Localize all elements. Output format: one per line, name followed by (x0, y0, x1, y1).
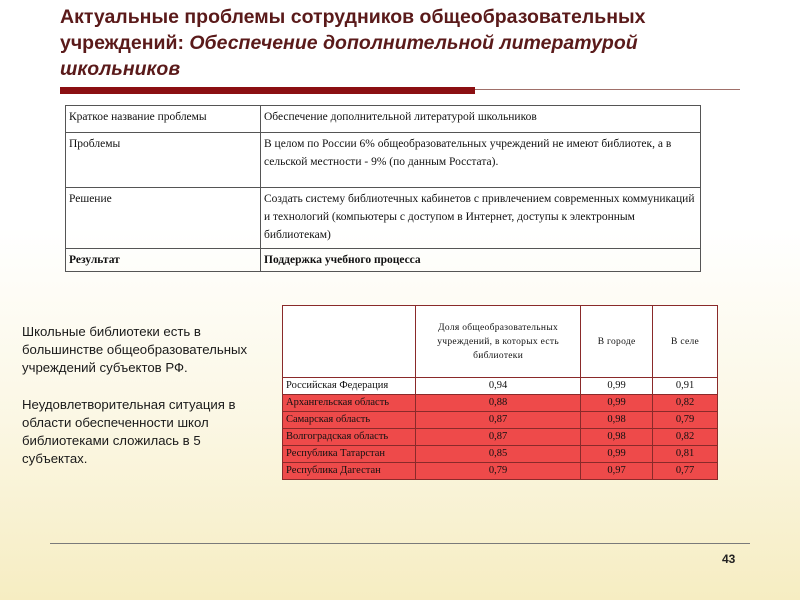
title-accent-rule (60, 87, 475, 94)
share-value: 0,87 (416, 429, 581, 446)
village-value: 0,82 (653, 395, 718, 412)
title-line-2-prefix: учреждений: (60, 32, 190, 54)
problem-value: Создать систему библиотечных кабинетов с привлечением современных коммуникаций и технологий (компьютеры с доступом в Интернет, доступы к электронным библиотекам) (261, 188, 701, 249)
summary-paragraph-2: Неудовлетворительная ситуация в области обеспеченности школ библиотеками сложилась в 5 субъектах. (22, 396, 236, 467)
problem-table (65, 105, 701, 272)
problem-row-solution (66, 188, 701, 249)
table-row (283, 395, 718, 412)
title-thin-rule (475, 89, 740, 90)
table-row (283, 378, 718, 395)
region-name: Республика Дагестан (283, 463, 416, 480)
region-name: Российская Федерация (283, 378, 416, 395)
village-value: 0,91 (653, 378, 718, 395)
table-row (283, 412, 718, 429)
village-value: 0,77 (653, 463, 718, 480)
title-line-3: школьников (60, 58, 181, 80)
stats-header-city: В городе (581, 306, 653, 378)
region-name: Архангельская область (283, 395, 416, 412)
share-value: 0,79 (416, 463, 581, 480)
summary-text (22, 323, 252, 486)
city-value: 0,99 (581, 378, 653, 395)
region-name: Самарская область (283, 412, 416, 429)
footer-rule (50, 543, 750, 544)
share-value: 0,87 (416, 412, 581, 429)
stats-header-row (283, 306, 718, 378)
table-row (283, 429, 718, 446)
region-name: Республика Татарстан (283, 446, 416, 463)
title-line-2-italic: Обеспечение дополнительной литературой (189, 32, 638, 54)
problem-value: Поддержка учебного процесса (261, 249, 701, 272)
city-value: 0,99 (581, 395, 653, 412)
library-stats-table (282, 305, 718, 480)
slide-title (60, 4, 760, 82)
page-number: 43 (722, 552, 736, 566)
stats-header-region (283, 306, 416, 378)
problem-row-problems (66, 133, 701, 188)
problem-label: Решение (66, 188, 261, 249)
stats-header-share: Доля общеобразовательных учреждений, в которых есть библиотеки (416, 306, 581, 378)
problem-row-result (66, 249, 701, 272)
village-value: 0,82 (653, 429, 718, 446)
problem-label: Проблемы (66, 133, 261, 188)
share-value: 0,85 (416, 446, 581, 463)
share-value: 0,88 (416, 395, 581, 412)
title-line-2 (60, 30, 760, 56)
summary-paragraph-1: Школьные библиотеки есть в большинстве общеобразовательных учреждений субъектов РФ. (22, 324, 248, 376)
problem-value: В целом по России 6% общеобразовательных учреждений не имеют библиотек, а в сельской местности - 9% (по данным Росстата). (261, 133, 701, 188)
title-line-1: Актуальные проблемы сотрудников общеобразовательных (60, 6, 646, 28)
problem-label: Краткое название проблемы (66, 106, 261, 133)
table-row (283, 463, 718, 480)
region-name: Волгоградская область (283, 429, 416, 446)
problem-row-name (66, 106, 701, 133)
problem-value: Обеспечение дополнительной литературой школьников (261, 106, 701, 133)
share-value: 0,94 (416, 378, 581, 395)
city-value: 0,99 (581, 446, 653, 463)
table-row (283, 446, 718, 463)
city-value: 0,97 (581, 463, 653, 480)
stats-header-village: В селе (653, 306, 718, 378)
village-value: 0,79 (653, 412, 718, 429)
city-value: 0,98 (581, 429, 653, 446)
problem-label: Результат (66, 249, 261, 272)
village-value: 0,81 (653, 446, 718, 463)
city-value: 0,98 (581, 412, 653, 429)
